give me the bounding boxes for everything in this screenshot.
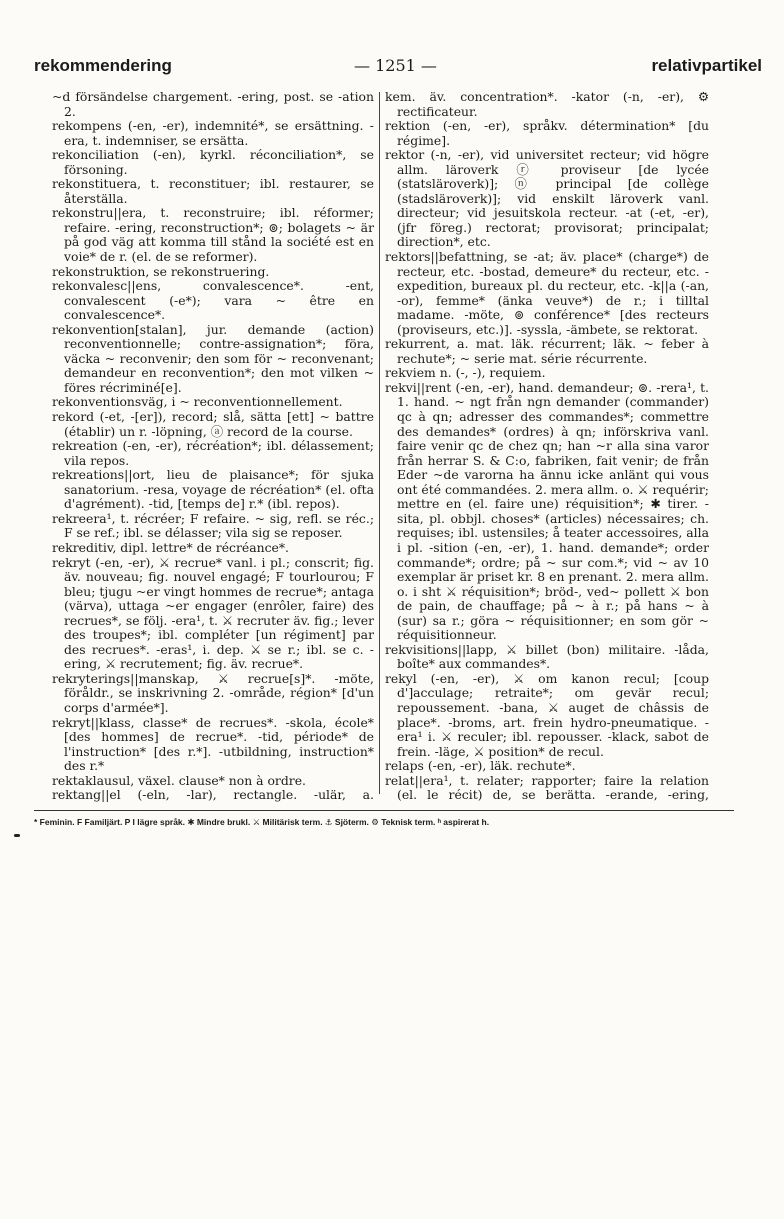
footnote-legend: * Feminin. F Familjärt. P I lägre språk. ✱ Mindre brukl. ⚔ Militärisk term. ⚓ Sjöterm. ⚙ Teknisk term. ʰ aspirerat h. [34,817,490,827]
dictionary-entry: rekreera¹, t. récréer; F refaire. ~ sig, refl. se réc.; F se ref.; ibl. se délasser; vila sig se reposer. [52,510,374,541]
dictionary-entry: rekonventionsväg, i ~ reconventionnellement. [52,394,343,410]
dictionary-entry: rekreations||ort, lieu de plaisance*; för sjuka sanatorium. -resa, voyage de récréation* (el. ofta d'agrément). -tid, [temps de] r.* (ibl. repos). [52,467,374,512]
dictionary-entry: rekompens (-en, -er), indemnité*, se ersättning. -era, t. indemniser, se ersätta. [52,118,374,148]
page-header [34,56,762,82]
page-number: — 1251 — [354,56,437,75]
left-column [52,90,374,802]
dictionary-entry: rekvisitions||lapp, ⚔ billet (bon) militaire. -låda, boîte* aux commandes*. [385,641,709,672]
dictionary-entry: ~d försändelse chargement. -ering, post. se -ation 2. [52,90,374,119]
dictionary-entry: rekonstituera, t. reconstituer; ibl. restaurer, se återställa. [52,176,374,206]
header-left-guide-word: rekommendering [34,56,172,75]
column-divider [379,92,380,794]
dictionary-entry: rekviem n. (-, -), requiem. [385,365,546,381]
dictionary-entry: rekryterings||manskap, ⚔ recrue[s]*. -möte, föråldr., se inskrivning 2. -område, région* [d'un corps d'armée*]. [52,670,374,715]
right-column [385,90,709,802]
dictionary-entry: rekvi||rent (-en, -er), hand. demandeur; ⊚. -rera¹, t. 1. hand. ~ ngt från ngn demander (commander) qc à qn; adresser des commandes*; commettre des demandes* (ordres) à qn; införskriva vanl. faire venir qc de chez qn; han ~r alla sina varor från herrar S. & C:o, fabriken, fait venir; de från Eder ~de varorna ha ännu icke anlänt qui vous ont été commandées. 2. mera allm. o. ⚔ requérir; mettre en (el. faire une) réquisition*; ✱ tirer. -sita, pl. obbjl. choses* (articles) nécessaires; ch. requises; ibl. ustensiles; å teater accessoires, alla i pl. -sition (-en, -er), 1. hand. demande*; order commande*; ordre; på ~ sur com.*; vid ~ av 10 exemplar är priset kr. 8 en prenant. 2. mera allm. o. i sht ⚔ réquisition*; bröd-, ved~ pollett ⚔ bon de pain, de chauffage; på ~ à r.; på hans ~ à (sur) sa r.; göra ~ réquisitionner; en som gör ~ réquisitionneur. [385,379,709,643]
dictionary-entry: rektor (-n, -er), vid universitet recteur; vid högre allm. läroverk ⓡ proviseur [de lycée (statsläroverk)]; ⓝ principal [de collège (stadsläroverk)]; vid enskilt läroverk vanl. directeur; vid jesuitskola recteur. -at (-et, -er), (jfr föreg.) rectorat; provisorat; principalat; direction*, etc. [385,147,709,250]
dictionary-entry: rekonstruktion, se rekonstruering. [52,263,270,279]
margin-mark [14,834,20,837]
footnote-rule [34,810,734,811]
header-right-guide-word: relativpartikel [651,56,762,75]
dictionary-entry: rekreation (-en, -er), récréation*; ibl. délassement; vila repos. [52,438,374,468]
dictionary-entry: relat||era¹, t. relater; rapporter; faire la relation (el. le récit) de, se berätta. -erande, -ering, [385,772,709,802]
dictionary-entry: rektion (-en, -er), språkv. détermination* [du régime]. [385,118,709,148]
dictionary-entry: rekryt (-en, -er), ⚔ recrue* vanl. i pl.; conscrit; fig. äv. nouveau; fig. nouvel engagé; F tourlourou; F bleu; tjugu ~er vingt hommes de recrue*; antaga (värva), uttaga ~er engager (enrôler, faire) des recrues*, se följ. -era¹, t. ⚔ recruter äv. fig.; lever des troupes*; ibl. compléter [un régiment] par des recrues*. -eras¹, i. dep. ⚔ se r.; ibl. se c. -ering, ⚔ recrutement; fig. äv. recrue*. [52,554,374,672]
dictionary-entry: rektaklausul, växel. clause* non à ordre. [52,772,306,788]
dictionary-entry: kem. äv. concentration*. -kator (-n, -er), ⚙ rectificateur. [385,90,709,119]
dictionary-entry: rektang||el (-eln, -lar), rectangle. -ulär, a. [52,787,374,802]
dictionary-entry: rekyl (-en, -er), ⚔ om kanon recul; [coup d']acculage; retraite*; om gevär recul; repoussement. -bana, ⚔ auget de châssis de place*. -broms, art. frein hydro-pneumatique. -era¹ i. ⚔ reculer; ibl. repousser. -klack, sabot de frein. -läge, ⚔ position* de recul. [385,670,709,759]
dictionary-entry: rekryt||klass, classe* de recrues*. -skola, école* [des hommes] de recrue*. -tid, période* de l'instruction* [des r.*]. -utbildning, instruction* des r.* [52,714,374,774]
dictionary-entry: rekreditiv, dipl. lettre* de récréance*. [52,539,290,555]
dictionary-entry: rekonciliation (-en), kyrkl. réconciliation*, se försoning. [52,147,374,177]
dictionary-entry: rekonvention[stalan], jur. demande (action) reconventionnelle; contre-assignation*; föra, väcka ~ reconvenir; den som för ~ reconvenant; demandeur en reconvention*; den mot vilken ~ föres récriminé[e]. [52,321,374,395]
dictionary-entry: rekonstru||era, t. reconstruire; ibl. réformer; refaire. -ering, reconstruction*; ⊚; bolagets ~ är på god väg att komma till stånd la société est en voie* de r. (el. de se reformer). [52,205,374,265]
dictionary-entry: rekurrent, a. mat. läk. récurrent; läk. ~ feber à rechute*; ~ serie mat. série récurrente. [385,336,709,366]
dictionary-entry: rekonvalesc||ens, convalescence*. -ent, convalescent (-e*); vara ~ être en convalescence*. [52,278,374,323]
dictionary-entry: relaps (-en, -er), läk. rechute*. [385,758,576,774]
dictionary-entry: rekord (-et, -[er]), record; slå, sätta [ett] ~ battre (établir) un r. -löpning, ⓐ record de la course. [52,409,374,439]
dictionary-entry: rektors||befattning, se -at; äv. place* (charge*) de recteur, etc. -bostad, demeure* du recteur, etc. -expedition, bureaux pl. du recteur, etc. -k||a (-an, -or), femme* (änka veuve*) de r.; i tilltal madame. -möte, ⊚ conférence* [des recteurs (proviseurs, etc.)]. -syssla, -ämbete, se rektorat. [385,249,709,337]
